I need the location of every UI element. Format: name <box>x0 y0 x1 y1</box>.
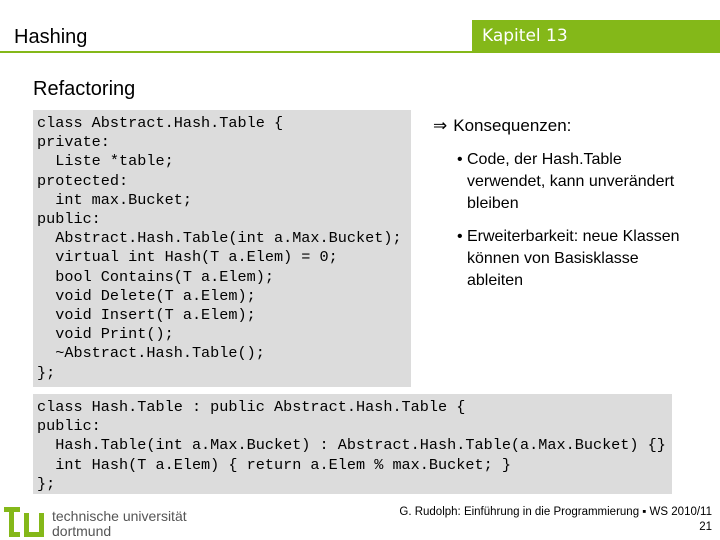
code-block-derived-class: class Hash.Table : public Abstract.Hash.Table { public: Hash.Table(int a.Max.Bucket) : Abstract.Hash.Table(a.Max.Bucket) {} int Hash(T a.Elem) { return a.Elem % max.Bucket; } }; <box>33 394 672 494</box>
footer-course-line: G. Rudolph: Einführung in die Programmierung ▪ WS 2010/11 <box>399 506 712 518</box>
bullet-icon: • <box>457 151 463 168</box>
header-title: Hashing <box>14 26 88 48</box>
section-title: Refactoring <box>33 78 136 100</box>
bullet-text: Erweiterbarkeit: neue Klassen können von Basisklasse ableiten <box>467 228 680 289</box>
consequences-label: Konsequenzen: <box>453 116 572 135</box>
bullet-icon: • <box>457 228 463 245</box>
consequences-heading <box>433 114 571 138</box>
tu-dortmund-logo <box>2 505 192 539</box>
implies-arrow-icon: ⇒ <box>433 116 448 136</box>
header-rule <box>0 51 472 53</box>
logo-line-2: dortmund <box>52 523 112 539</box>
page-number: 21 <box>699 521 712 533</box>
bullet-text: Code, der Hash.Table verwendet, kann unverändert bleiben <box>467 151 675 212</box>
footer <box>399 505 712 535</box>
code-block-abstract-class: class Abstract.Hash.Table { private: Liste *table; protected: int max.Bucket; public: Abstract.Hash.Table(int a.Max.Bucket); virtual int Hash(T a.Elem) = 0; bool Contains(T a.Elem); void Delete(T a.Elem); void Insert(T a.Elem); void Print(); ~Abstract.Hash.Table(); }; <box>33 110 411 387</box>
logo-line-1: technische universität <box>52 508 187 524</box>
chapter-badge: Kapitel 13 <box>472 20 720 53</box>
